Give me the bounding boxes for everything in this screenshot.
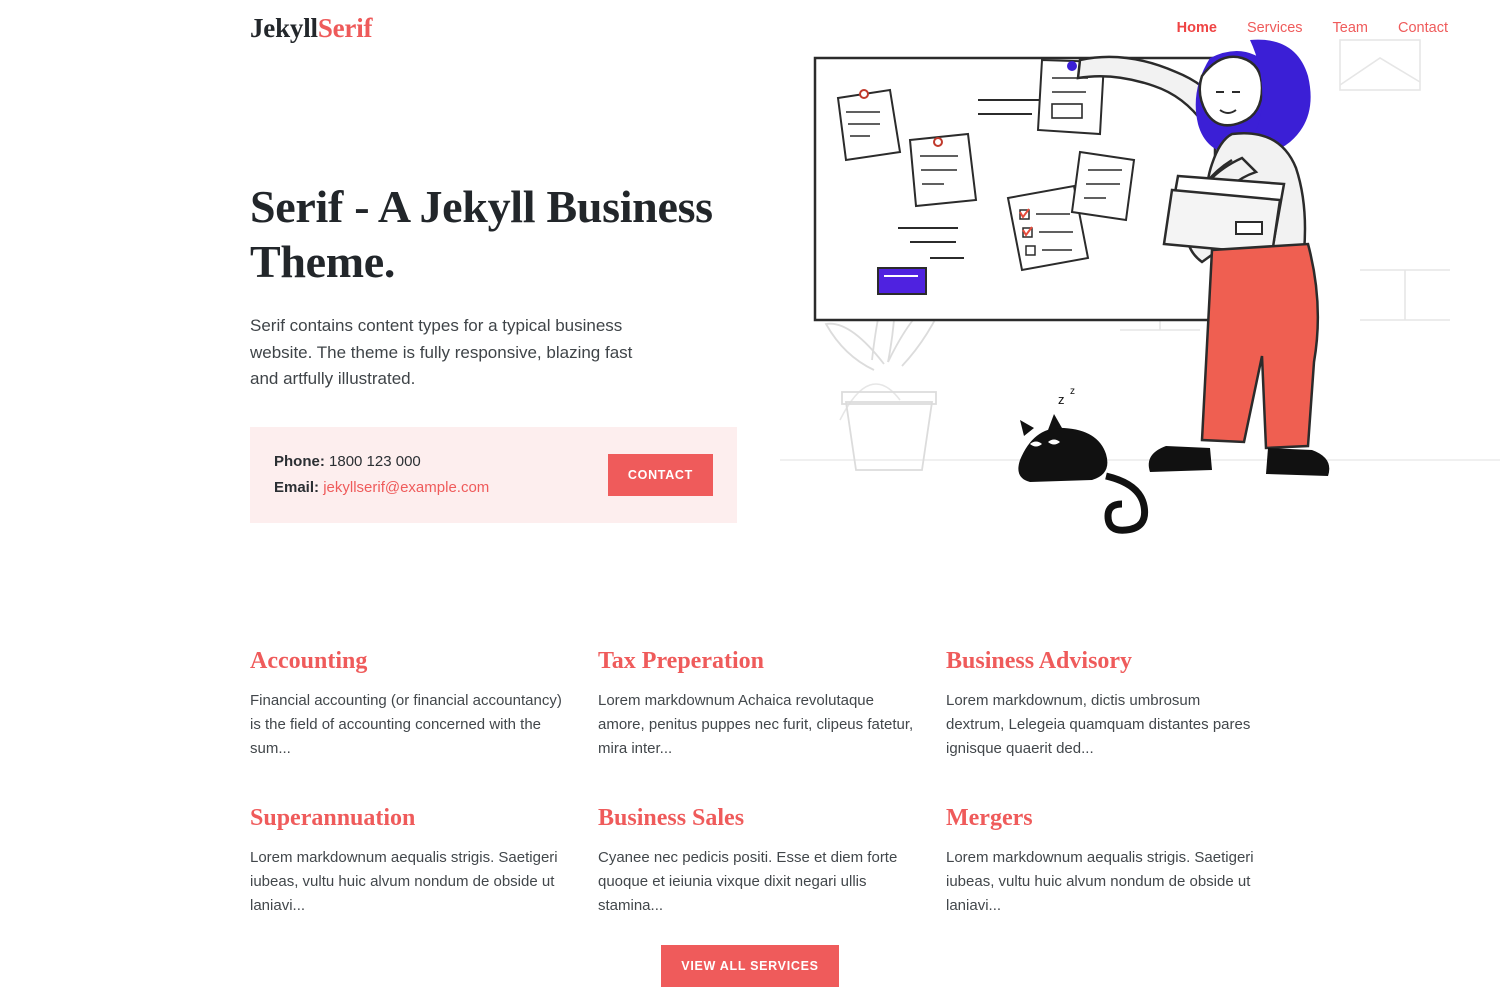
service-title[interactable]: Mergers bbox=[946, 805, 1033, 831]
services-grid bbox=[250, 648, 1262, 918]
service-title[interactable]: Superannuation bbox=[250, 805, 416, 831]
site-header bbox=[0, 0, 1500, 56]
hero-illustration bbox=[780, 30, 1500, 550]
service-card-tax-preperation[interactable] bbox=[598, 648, 914, 761]
contact-phone-value: 1800 123 000 bbox=[329, 452, 421, 470]
svg-text:z: z bbox=[1058, 392, 1065, 407]
service-text: Financial accounting (or financial accountancy) is the field of accounting concerned with the sum... bbox=[250, 692, 562, 757]
contact-email-link[interactable]: jekyllserif@example.com bbox=[323, 478, 490, 496]
contact-email-label: Email: bbox=[274, 478, 320, 496]
contact-phone-row bbox=[274, 449, 489, 475]
contact-box bbox=[250, 427, 737, 524]
nav-item-services[interactable]: Services bbox=[1246, 20, 1303, 36]
contact-button[interactable]: CONTACT bbox=[608, 454, 713, 496]
nav-item-team[interactable]: Team bbox=[1332, 20, 1369, 36]
svg-text:z: z bbox=[1070, 386, 1075, 397]
service-title[interactable]: Accounting bbox=[250, 648, 368, 674]
brand-accent: Serif bbox=[317, 12, 373, 43]
hero-copy bbox=[250, 180, 770, 523]
service-title[interactable]: Tax Preperation bbox=[598, 648, 764, 674]
contact-phone-label: Phone: bbox=[274, 452, 325, 470]
service-title[interactable]: Business Advisory bbox=[946, 648, 1133, 674]
hero-subtitle: Serif contains content types for a typical business website. The theme is fully responsive, blazing fast and artfully illustrated. bbox=[250, 316, 633, 389]
service-title[interactable]: Business Sales bbox=[598, 805, 745, 831]
service-card-business-sales[interactable] bbox=[598, 805, 914, 918]
service-text: Lorem markdownum Achaica revolutaque amore, penitus puppes nec furit, clipeus fatetur, mira inter... bbox=[598, 692, 914, 757]
service-text: Lorem markdownum aequalis strigis. Saetigeri iubeas, vultu huic alvum nondum de obside ut laniavi... bbox=[250, 849, 558, 914]
nav-item-home[interactable]: Home bbox=[1176, 20, 1217, 36]
view-all-wrapper bbox=[0, 945, 1500, 987]
service-card-superannuation[interactable] bbox=[250, 805, 566, 918]
service-text: Lorem markdownum aequalis strigis. Saetigeri iubeas, vultu huic alvum nondum de obside ut laniavi... bbox=[946, 849, 1254, 914]
service-card-accounting[interactable] bbox=[250, 648, 566, 761]
nav-item-contact[interactable]: Contact bbox=[1398, 20, 1448, 36]
service-card-business-advisory[interactable] bbox=[946, 648, 1262, 761]
brand-logo[interactable] bbox=[250, 13, 372, 44]
page-title: Serif - A Jekyll Business Theme. bbox=[250, 181, 713, 287]
contact-details bbox=[274, 449, 489, 502]
service-text: Cyanee nec pedicis positi. Esse et diem forte quoque et ieiunia vixque dixit negari ullis stamina... bbox=[598, 849, 898, 914]
service-text: Lorem markdownum, dictis umbrosum dextrum, Lelegeia quamquam distantes pares ignisque quaerit ded... bbox=[946, 692, 1251, 757]
view-all-services-button[interactable]: VIEW ALL SERVICES bbox=[661, 945, 838, 987]
main-nav bbox=[1177, 20, 1448, 36]
brand-main: Jekyll bbox=[250, 12, 318, 43]
service-card-mergers[interactable] bbox=[946, 805, 1262, 918]
contact-email-row bbox=[274, 475, 489, 501]
